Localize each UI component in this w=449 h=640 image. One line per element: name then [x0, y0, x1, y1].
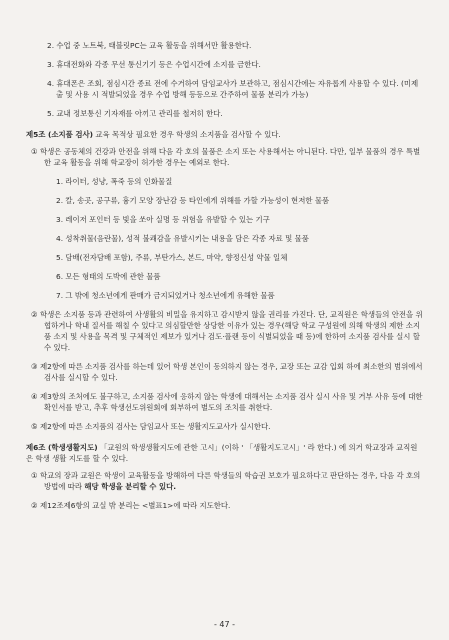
article-6-paragraph-1	[26, 470, 423, 492]
article-6-heading	[26, 442, 423, 464]
list-item: 4. 휴대폰은 조회, 점심시간 종료 전에 수거하여 담임교사가 보관하고, 점심시간에는 자유롭게 사용할 수 있다. (미제출 및 사용 시 적발되었을 경우 수업 방해 등등으로 간주하여 물품 분리가 가능)	[47, 79, 419, 99]
list-item: 4. 성착취물(음란물), 성적 불쾌감을 유발시키는 내용을 담은 각종 자료 및 물품	[56, 234, 309, 243]
article-5-paragraph-3: ③ 제2항에 따른 소지품 검사를 하는데 있어 학생 본인이 동의하지 않는 경우, 교장 또는 교감 입회 하에 최소한의 범위에서 검사를 실시할 수 있다.	[31, 362, 423, 382]
article-6-intro: 「교원의 학생생활지도에 관한 고시」(이하 ' 「생활지도고시」' 라 한다.) 에 의거 학교장과 교직원은 학생 생활 지도를 할 수 있다.	[26, 443, 418, 463]
article-5-title: 제5조 (소지품 검사)	[26, 130, 94, 139]
page-number: - 47 -	[213, 620, 236, 629]
list-item: 5. 담배(전자담배 포함), 주류, 부탄가스, 본드, 마약, 향정신성 약물 일체	[56, 253, 288, 262]
list-item: 3. 휴대전화와 각종 무선 통신기기 등은 수업시간에 소지를 금한다.	[47, 60, 261, 69]
article-5-paragraph-4: ④ 제3항의 조처에도 불구하고, 소지품 검사에 응하지 않는 학생에 대해서는 소지품 검사 실시 사유 및 거부 사유 등에 대한 확인서를 받고, 추후 학생선도위원회에 회부하여 별도의 조치를 취한다.	[31, 392, 423, 412]
article-5-intro: 교육 목적상 필요한 경우 학생의 소지품을 검사할 수 있다.	[95, 130, 281, 139]
list-item: 2. 수업 중 노트북, 태블릿PC는 교육 활동을 위해서만 활용한다.	[47, 41, 252, 50]
list-item: 2. 칼, 송곳, 공구류, 흉기 모양 장난감 등 타인에게 위해를 가할 가능성이 현저한 물품	[56, 196, 330, 205]
list-item: 5. 교내 정보통신 기자재를 아끼고 관리를 철저히 한다.	[47, 109, 223, 118]
article-5-heading	[26, 129, 423, 140]
article-5-paragraph-5: ⑤ 제2항에 따른 소지품의 검사는 담임교사 또는 생활지도교사가 실시한다.	[31, 422, 271, 431]
list-item: 7. 그 밖에 청소년에게 판매가 금지되었거나 청소년에게 유해한 물품	[56, 291, 275, 300]
article-6-paragraph-1-text: ① 학교의 장과 교원은 학생이 교육활동을 방해하여 다른 학생들의 학습권 보호가 필요하다고 판단하는 경우, 다음 각 호의 방법에 따라	[31, 471, 421, 491]
list-item: 6. 모든 형태의 도박에 관한 물품	[56, 272, 161, 281]
article-5-paragraph-1: ① 학생은 공동체의 건강과 안전을 위해 다음 각 호의 물품은 소지 또는 사용해서는 아니된다. 다만, 일부 물품의 경우 특별한 교육 활동을 위해 학교장이 허가한 경우는 예외로 한다.	[31, 147, 421, 167]
list-item: 3. 레이저 포인터 등 빛을 쏘아 실명 등 위험을 유발할 수 있는 기구	[56, 215, 270, 224]
article-6-paragraph-1-emphasis: 해당 학생을 분리할 수 있다.	[84, 482, 177, 491]
top-numbered-list	[26, 40, 423, 119]
article-6-paragraph-2: ② 제12조제6항의 교실 밖 분리는 <별표1>에 따라 지도한다.	[31, 501, 231, 510]
article-5-paragraph-2: ② 학생은 소지품 등과 관련하여 사생활의 비밀을 유지하고 감시받지 않을 권리를 가진다. 단, 교직원은 학생들의 안전을 위협하거나 학내 질서를 해칠 수 있다고 의심할만한 상당한 이유가 있는 경우(해당 학교 구성원에 의해 학생의 제한 소지품 소지 및 사용을 목격 및 구체적인 제보가 있거나 검도·플랜 등이 식별되었을 때 등)에 한하여 소지품 검사를 실시 할 수 있다.	[31, 310, 423, 352]
prohibited-items-list	[26, 176, 423, 301]
article-6-title: 제6조 (학생생활지도)	[26, 443, 98, 452]
list-item: 1. 라이터, 성냥, 폭죽 등의 인화물질	[56, 177, 173, 186]
